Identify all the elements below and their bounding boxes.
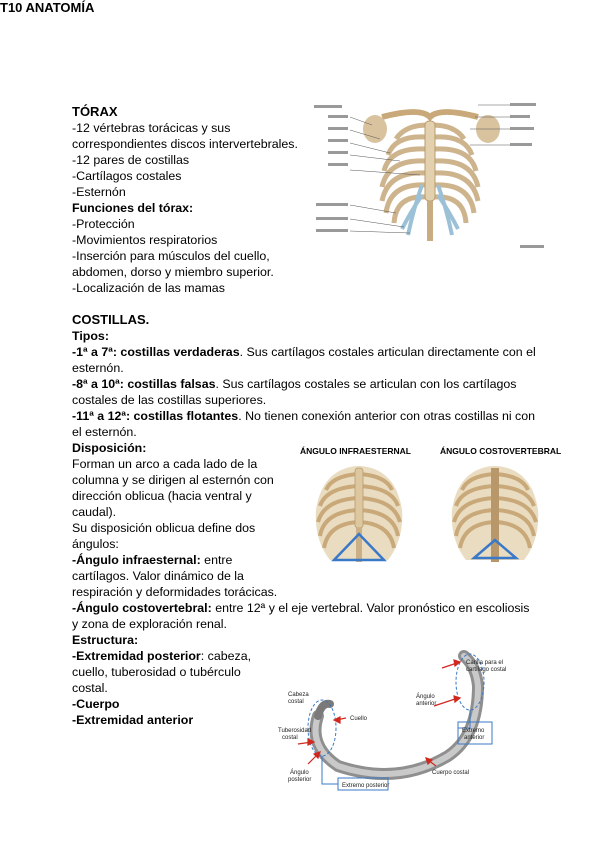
ext-post-cont: cuello, tuberosidad o tubérculo: [72, 665, 241, 679]
funcion-item: abdomen, dorso y miembro superior.: [72, 265, 274, 279]
torax-item: -Esternón: [72, 185, 126, 199]
tipo-text: . No tienen conexión anterior con otras costillas ni con: [238, 409, 536, 423]
label-cabeza: Cabeza: [288, 692, 309, 698]
rib-structure-illustration: [278, 646, 518, 796]
angulo-infra-cont: respiración y deformidades torácicas.: [72, 585, 278, 599]
torax-item: -Cartílagos costales: [72, 169, 182, 183]
label-tuberosidad: Tuberosidad: [278, 728, 312, 734]
costovertebral-caption: ÁNGULO COSTOVERTEBRAL: [440, 446, 562, 456]
tipo-line: [72, 376, 516, 392]
funcion-item: -Protección: [72, 217, 135, 231]
funcion-item: -Inserción para músculos del cuello,: [72, 249, 270, 263]
label-tuberosidad-2: costal: [282, 735, 298, 741]
angulo-infra-bold: -Ángulo infraesternal:: [72, 553, 201, 567]
cuerpo-item: -Cuerpo: [72, 697, 120, 711]
angulo-costo-line: [72, 600, 530, 616]
label-carilla-2: cartílago costal: [466, 667, 507, 673]
disposicion-line: columna y se dirigen al esternón con: [72, 473, 274, 487]
label-angulo-anterior-2: anterior: [416, 701, 437, 707]
label-angulo-anterior: Ángulo: [416, 694, 435, 700]
ext-ant-item: -Extremidad anterior: [72, 713, 194, 727]
funcion-item: -Localización de las mamas: [72, 281, 225, 295]
tipo-line: [72, 360, 124, 376]
thorax-illustration: [310, 95, 548, 253]
angulo-costo-bold: -Ángulo costovertebral:: [72, 601, 212, 615]
rib-cages-illustration: [296, 460, 572, 570]
label-angulo-posterior-2: posterior: [288, 777, 312, 783]
label-carilla: Carilla para el: [466, 660, 504, 666]
disposicion-line: Su disposición oblicua define dos: [72, 521, 256, 535]
tipo-text: esternón.: [72, 361, 124, 375]
funcion-item: -Movimientos respiratorios: [72, 233, 218, 247]
tipo-bold: -8ª a 10ª: costillas falsas: [72, 377, 216, 391]
tipo-text: costales de las costillas superiores.: [72, 393, 267, 407]
funciones-heading: Funciones del tórax:: [72, 201, 194, 215]
tipos-heading: Tipos:: [72, 329, 109, 343]
tipo-text: . Sus cartílagos costales articulan directamente con el: [239, 345, 536, 359]
label-extremo-anterior-2: anterior: [464, 735, 485, 741]
torax-item: correspondientes discos intervertebrales.: [72, 137, 298, 151]
torax-item: -12 pares de costillas: [72, 153, 190, 167]
disposicion-heading: Disposición:: [72, 441, 147, 455]
label-angulo-posterior: Ángulo: [290, 770, 309, 776]
disposicion-line: ángulos:: [72, 537, 119, 551]
angulo-infra-text: entre: [200, 553, 233, 567]
label-cuello: Cuello: [350, 716, 368, 722]
disposicion-line: dirección oblicua (hacia ventral y: [72, 489, 252, 503]
tipo-line: [72, 392, 266, 408]
tipo-bold: -1ª a 7ª: costillas verdaderas: [72, 345, 240, 359]
ext-post-text: : cabeza,: [200, 649, 252, 663]
angles-figure: [296, 446, 572, 570]
estructura-heading: Estructura:: [72, 633, 139, 647]
torax-heading: TÓRAX: [72, 104, 118, 119]
angulo-costo-text: entre 12ª y el eje vertebral. Valor pronóstico en escoliosis: [211, 601, 530, 615]
torax-item: -12 vértebras torácicas y sus: [72, 121, 231, 135]
angulo-costo-cont: y zona de exploración renal.: [72, 617, 227, 631]
disposicion-line: caudal).: [72, 505, 117, 519]
label-extremo-posterior: Extremo posterior: [342, 783, 390, 789]
label-extremo-anterior: Extremo: [462, 728, 485, 734]
disposicion-line: Forman un arco a cada lado de la: [72, 457, 258, 471]
angulo-infra-line: [72, 552, 232, 568]
tipo-line: [72, 424, 137, 440]
ext-post-cont: costal.: [72, 681, 108, 695]
label-cuerpo-costal: Cuerpo costal: [432, 770, 470, 776]
tipo-line: [72, 344, 536, 360]
tipo-text: el esternón.: [72, 425, 137, 439]
angulo-infra-cont: cartílagos. Valor dinámico de la: [72, 569, 244, 583]
infraesternal-caption: ÁNGULO INFRAESTERNAL: [300, 446, 411, 456]
ext-post-bold: -Extremidad posterior: [72, 649, 201, 663]
label-cabeza-2: costal: [288, 699, 304, 705]
tipo-text: . Sus cartílagos costales se articulan con los cartílagos: [215, 377, 517, 391]
tipo-line: [72, 408, 535, 424]
ext-post-line: [72, 648, 251, 664]
page-title: T10 ANATOMÍA: [0, 0, 95, 15]
costillas-heading: COSTILLAS.: [72, 312, 150, 327]
tipo-bold: -11ª a 12ª: costillas flotantes: [72, 409, 239, 423]
